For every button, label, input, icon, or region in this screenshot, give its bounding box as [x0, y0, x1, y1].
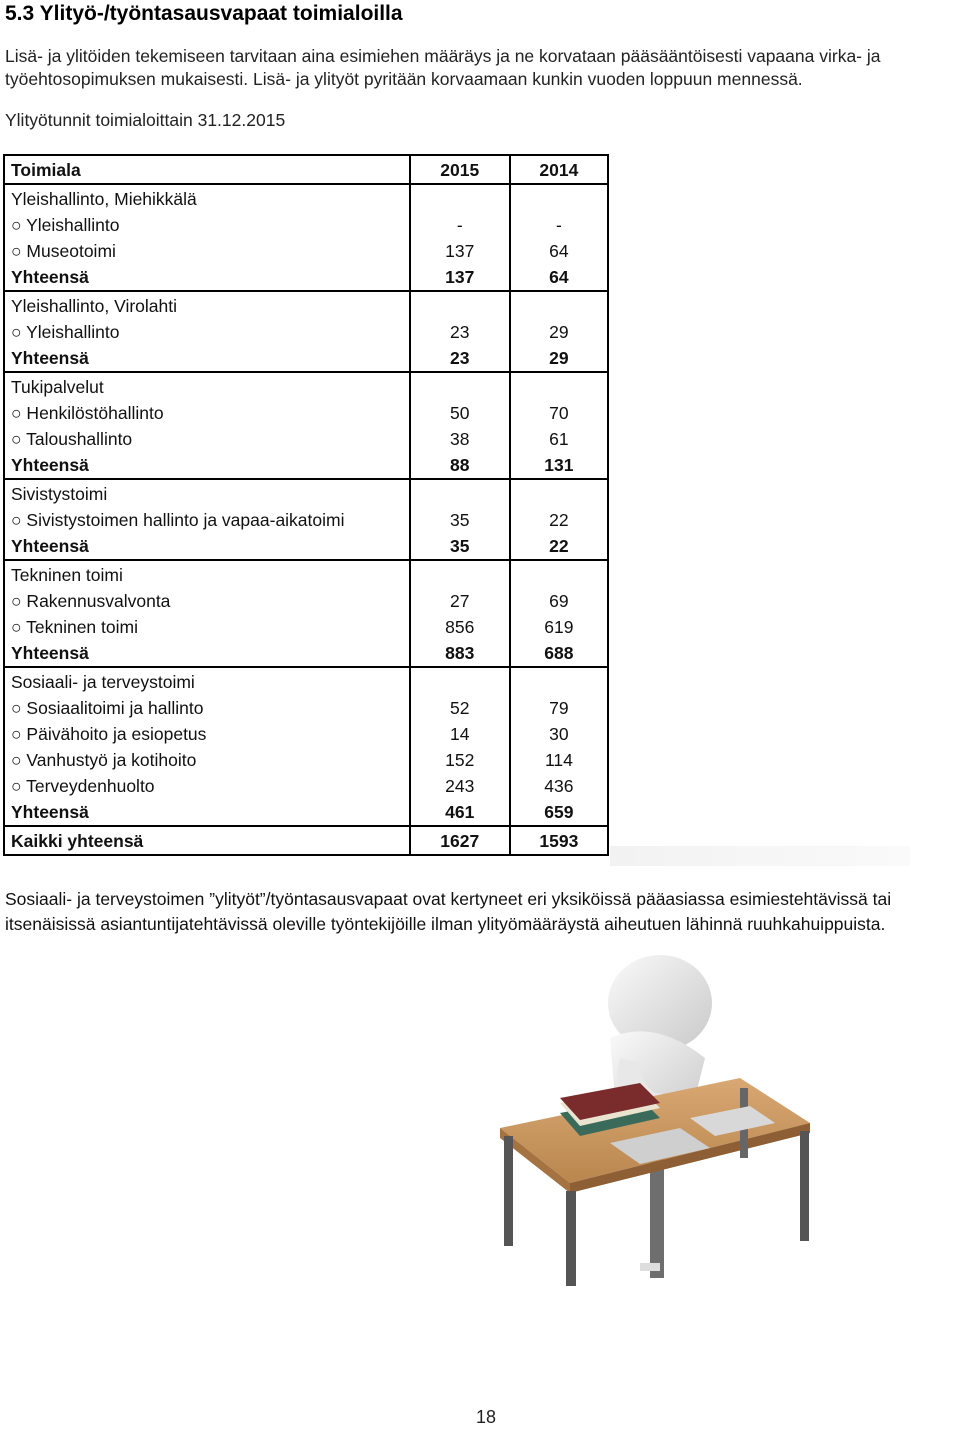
header-toimiala: Toimiala: [4, 155, 410, 184]
page-heading: 5.3 Ylityö-/työntasausvapaat toimialoilla: [5, 2, 403, 25]
row-value-2014: 114: [510, 747, 608, 773]
row-value-2015: -: [410, 212, 510, 238]
row-value-2014: 79: [510, 695, 608, 721]
table-row: [4, 238, 608, 264]
row-label: Yhteensä: [4, 799, 410, 826]
row-label: Yhteensä: [4, 640, 410, 667]
row-value-2015: 137: [410, 238, 510, 264]
row-value-2015: [410, 184, 510, 212]
table-subtotal-row: [4, 533, 608, 560]
table-row: [4, 773, 608, 799]
row-value-2015: [410, 372, 510, 400]
row-value-2014: 688: [510, 640, 608, 667]
table-row: [4, 695, 608, 721]
row-label: Yleishallinto, Virolahti: [4, 291, 410, 319]
intro-paragraph: Lisä- ja ylitöiden tekemiseen tarvitaan aina esimiehen määräys ja ne korvataan pääsääntöisesti vapaana virka- ja työehtosopimuksen mukaisesti. Lisä- ja ylityöt pyritään korvaamaan kunkin vuoden loppuun mennessä.: [5, 46, 881, 89]
row-label: ○ Sosiaalitoimi ja hallinto: [4, 695, 410, 721]
table-subtotal-row: [4, 799, 608, 826]
row-value-2014: [510, 372, 608, 400]
row-label: ○ Rakennusvalvonta: [4, 588, 410, 614]
table-group-row: [4, 184, 608, 212]
row-label: ○ Päivähoito ja esiopetus: [4, 721, 410, 747]
row-value-2015: 52: [410, 695, 510, 721]
row-value-2015: 27: [410, 588, 510, 614]
row-value-2015: 35: [410, 507, 510, 533]
row-value-2015: [410, 667, 510, 695]
row-value-2014: [510, 184, 608, 212]
row-value-2015: [410, 291, 510, 319]
row-label: ○ Taloushallinto: [4, 426, 410, 452]
table-caption: Ylityötunnit toimialoittain 31.12.2015: [5, 110, 286, 130]
decorative-strip: [610, 846, 910, 866]
row-value-2015: 856: [410, 614, 510, 640]
row-label: ○ Yleishallinto: [4, 212, 410, 238]
table-row: [4, 426, 608, 452]
row-value-2014: 619: [510, 614, 608, 640]
row-value-2014: [510, 667, 608, 695]
summary-paragraph: Sosiaali- ja terveystoimen ”ylityöt”/työntasausvapaat ovat kertyneet eri yksiköissä pääasiassa esimiestehtävissä tai itsenäisissä asiantuntijatehtävissä oleville työntekijöille ilman ylityömääräystä aiheutuen lähinnä ruuhkahuippuista.: [5, 889, 892, 934]
row-label: Yhteensä: [4, 264, 410, 291]
row-label: Yhteensä: [4, 452, 410, 479]
row-value-2015: 461: [410, 799, 510, 826]
row-label: Yhteensä: [4, 533, 410, 560]
table-row: [4, 721, 608, 747]
table-row: [4, 588, 608, 614]
row-value-2015: 23: [410, 319, 510, 345]
row-value-2014: 64: [510, 238, 608, 264]
row-value-2014: 69: [510, 588, 608, 614]
row-label: ○ Yleishallinto: [4, 319, 410, 345]
row-label: ○ Sivistystoimen hallinto ja vapaa-aikatoimi: [4, 507, 410, 533]
table-subtotal-row: [4, 345, 608, 372]
row-label: Tekninen toimi: [4, 560, 410, 588]
row-value-2014: [510, 560, 608, 588]
row-label: Sivistystoimi: [4, 479, 410, 507]
row-label: ○ Henkilöstöhallinto: [4, 400, 410, 426]
row-value-2015: 38: [410, 426, 510, 452]
row-label: Yhteensä: [4, 345, 410, 372]
row-value-2014: 1593: [510, 826, 608, 855]
tired-person-at-desk-icon: [490, 948, 820, 1288]
row-label: ○ Tekninen toimi: [4, 614, 410, 640]
row-label: Sosiaali- ja terveystoimi: [4, 667, 410, 695]
row-value-2015: 152: [410, 747, 510, 773]
row-value-2015: 14: [410, 721, 510, 747]
table-row: [4, 747, 608, 773]
row-value-2015: [410, 479, 510, 507]
row-label: ○ Museotoimi: [4, 238, 410, 264]
row-value-2014: 64: [510, 264, 608, 291]
row-label: Tukipalvelut: [4, 372, 410, 400]
row-value-2014: [510, 291, 608, 319]
row-label: Yleishallinto, Miehikkälä: [4, 184, 410, 212]
row-value-2014: 659: [510, 799, 608, 826]
table-group-row: [4, 560, 608, 588]
row-value-2015: 88: [410, 452, 510, 479]
overtime-table: [3, 154, 609, 856]
row-value-2014: 29: [510, 319, 608, 345]
table-row: [4, 319, 608, 345]
table-group-row: [4, 667, 608, 695]
row-value-2015: 137: [410, 264, 510, 291]
row-value-2014: 29: [510, 345, 608, 372]
row-value-2014: 30: [510, 721, 608, 747]
table-row: [4, 400, 608, 426]
table-row: [4, 614, 608, 640]
page-number: 18: [475, 1407, 497, 1427]
row-label: Kaikki yhteensä: [4, 826, 410, 855]
table-grand-total-row: [4, 826, 608, 855]
row-value-2015: 883: [410, 640, 510, 667]
row-value-2015: 23: [410, 345, 510, 372]
table-group-row: [4, 479, 608, 507]
row-label: ○ Vanhustyö ja kotihoito: [4, 747, 410, 773]
row-value-2014: [510, 479, 608, 507]
table-subtotal-row: [4, 264, 608, 291]
table-subtotal-row: [4, 640, 608, 667]
row-value-2015: 35: [410, 533, 510, 560]
row-label: ○ Terveydenhuolto: [4, 773, 410, 799]
row-value-2014: 70: [510, 400, 608, 426]
row-value-2014: 436: [510, 773, 608, 799]
row-value-2014: 22: [510, 507, 608, 533]
header-2015: 2015: [410, 155, 510, 184]
row-value-2014: 22: [510, 533, 608, 560]
table-group-row: [4, 291, 608, 319]
row-value-2015: 50: [410, 400, 510, 426]
row-value-2015: [410, 560, 510, 588]
table-header-row: [4, 155, 608, 184]
row-value-2015: 243: [410, 773, 510, 799]
table-row: [4, 507, 608, 533]
table-row: [4, 212, 608, 238]
row-value-2015: 1627: [410, 826, 510, 855]
table-group-row: [4, 372, 608, 400]
row-value-2014: -: [510, 212, 608, 238]
row-value-2014: 61: [510, 426, 608, 452]
header-2014: 2014: [510, 155, 608, 184]
row-value-2014: 131: [510, 452, 608, 479]
table-subtotal-row: [4, 452, 608, 479]
